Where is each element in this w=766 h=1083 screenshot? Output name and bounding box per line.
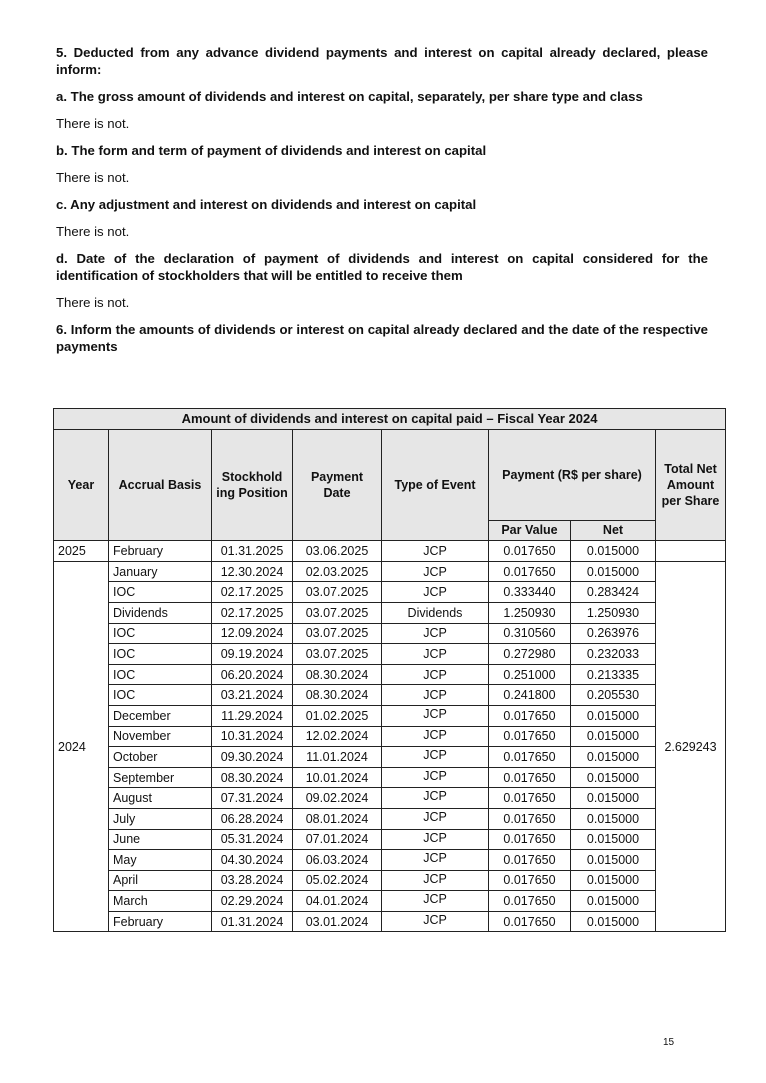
year-cell: 2024 bbox=[54, 561, 109, 932]
net-cell: 0.015000 bbox=[571, 561, 656, 582]
net-cell: 0.205530 bbox=[571, 685, 656, 706]
position-cell: 03.21.2024 bbox=[212, 685, 293, 706]
year-cell: 2025 bbox=[54, 541, 109, 562]
net-cell: 0.283424 bbox=[571, 582, 656, 603]
net-cell: 0.015000 bbox=[571, 850, 656, 871]
net-cell: 0.015000 bbox=[571, 767, 656, 788]
accrual-cell: January bbox=[109, 561, 212, 582]
net-cell: 0.015000 bbox=[571, 808, 656, 829]
table-row bbox=[54, 788, 726, 809]
table-row bbox=[54, 705, 726, 726]
table-row bbox=[54, 850, 726, 871]
payment-date-cell: 03.07.2025 bbox=[293, 602, 382, 623]
position-cell: 06.20.2024 bbox=[212, 664, 293, 685]
question-a: a. The gross amount of dividends and interest on capital, separately, per share type and class bbox=[56, 89, 643, 104]
header-payment: Payment (R$ per share) bbox=[489, 429, 656, 520]
payment-date-cell: 06.03.2024 bbox=[293, 850, 382, 871]
par-value-cell: 0.017650 bbox=[489, 891, 571, 912]
accrual-cell: IOC bbox=[109, 582, 212, 603]
par-value-cell: 0.251000 bbox=[489, 664, 571, 685]
payment-date-cell: 03.07.2025 bbox=[293, 644, 382, 665]
net-cell: 0.015000 bbox=[571, 747, 656, 768]
table-row bbox=[54, 911, 726, 932]
accrual-cell: July bbox=[109, 808, 212, 829]
accrual-cell: March bbox=[109, 891, 212, 912]
header-type-of-event: Type of Event bbox=[382, 429, 489, 541]
payment-date-cell: 08.30.2024 bbox=[293, 664, 382, 685]
accrual-cell: February bbox=[109, 911, 212, 932]
header-accrual-basis: Accrual Basis bbox=[109, 429, 212, 541]
header-total-net: Total Net Amount per Share bbox=[656, 429, 726, 541]
par-value-cell: 0.241800 bbox=[489, 685, 571, 706]
payment-date-cell: 09.02.2024 bbox=[293, 788, 382, 809]
table-row bbox=[54, 582, 726, 603]
payment-date-cell: 03.01.2024 bbox=[293, 911, 382, 932]
header-stockholding-position: Stockhold ing Position bbox=[212, 429, 293, 541]
par-value-cell: 0.017650 bbox=[489, 747, 571, 768]
type-cell: JCP bbox=[382, 726, 489, 747]
table-row bbox=[54, 808, 726, 829]
net-cell: 0.232033 bbox=[571, 644, 656, 665]
position-cell: 09.19.2024 bbox=[212, 644, 293, 665]
question-d: d. Date of the declaration of payment of dividends and interest on capital considered for the identification of stockholders that will be entitled to receive them bbox=[56, 251, 708, 283]
position-cell: 12.30.2024 bbox=[212, 561, 293, 582]
type-cell: JCP bbox=[382, 891, 489, 912]
type-cell: JCP bbox=[382, 582, 489, 603]
table-row bbox=[54, 726, 726, 747]
page-number: 15 bbox=[663, 1037, 675, 1048]
table-row bbox=[54, 685, 726, 706]
net-cell: 0.015000 bbox=[571, 541, 656, 562]
type-cell: JCP bbox=[382, 850, 489, 871]
answer-a: There is not. bbox=[56, 116, 130, 131]
table-row bbox=[54, 747, 726, 768]
par-value-cell: 0.017650 bbox=[489, 788, 571, 809]
net-cell: 0.015000 bbox=[571, 911, 656, 932]
type-cell: JCP bbox=[382, 747, 489, 768]
position-cell: 12.09.2024 bbox=[212, 623, 293, 644]
total-cell: 2.629243 bbox=[656, 561, 726, 932]
position-cell: 05.31.2024 bbox=[212, 829, 293, 850]
table-row bbox=[54, 829, 726, 850]
par-value-cell: 0.017650 bbox=[489, 911, 571, 932]
payment-date-cell: 07.01.2024 bbox=[293, 829, 382, 850]
position-cell: 04.30.2024 bbox=[212, 850, 293, 871]
table-row bbox=[54, 767, 726, 788]
dividends-table bbox=[53, 408, 726, 932]
par-value-cell: 0.017650 bbox=[489, 870, 571, 891]
position-cell: 01.31.2025 bbox=[212, 541, 293, 562]
position-cell: 02.17.2025 bbox=[212, 602, 293, 623]
accrual-cell: IOC bbox=[109, 664, 212, 685]
par-value-cell: 0.017650 bbox=[489, 541, 571, 562]
type-cell: JCP bbox=[382, 870, 489, 891]
par-value-cell: 0.017650 bbox=[489, 561, 571, 582]
table-row bbox=[54, 870, 726, 891]
payment-date-cell: 08.01.2024 bbox=[293, 808, 382, 829]
answer-c: There is not. bbox=[56, 224, 130, 239]
payment-date-cell: 12.02.2024 bbox=[293, 726, 382, 747]
accrual-cell: IOC bbox=[109, 685, 212, 706]
type-cell: JCP bbox=[382, 911, 489, 932]
par-value-cell: 0.272980 bbox=[489, 644, 571, 665]
payment-date-cell: 03.07.2025 bbox=[293, 623, 382, 644]
position-cell: 11.29.2024 bbox=[212, 705, 293, 726]
position-cell: 08.30.2024 bbox=[212, 767, 293, 788]
net-cell: 0.213335 bbox=[571, 664, 656, 685]
payment-date-cell: 03.07.2025 bbox=[293, 582, 382, 603]
net-cell: 0.015000 bbox=[571, 788, 656, 809]
net-cell: 0.015000 bbox=[571, 705, 656, 726]
answer-d: There is not. bbox=[56, 295, 130, 310]
section5-heading: 5. Deducted from any advance dividend payments and interest on capital already declared, please inform: bbox=[56, 45, 708, 77]
payment-date-cell: 01.02.2025 bbox=[293, 705, 382, 726]
table-row bbox=[54, 561, 726, 582]
par-value-cell: 0.333440 bbox=[489, 582, 571, 603]
header-year: Year bbox=[54, 429, 109, 541]
par-value-cell: 0.017650 bbox=[489, 808, 571, 829]
table-row bbox=[54, 891, 726, 912]
header-payment-date: Payment Date bbox=[293, 429, 382, 541]
type-cell: JCP bbox=[382, 664, 489, 685]
table-title: Amount of dividends and interest on capital paid – Fiscal Year 2024 bbox=[54, 409, 726, 430]
type-cell: JCP bbox=[382, 623, 489, 644]
position-cell: 02.17.2025 bbox=[212, 582, 293, 603]
par-value-cell: 0.017650 bbox=[489, 850, 571, 871]
accrual-cell: November bbox=[109, 726, 212, 747]
header-net: Net bbox=[571, 520, 656, 541]
payment-date-cell: 05.02.2024 bbox=[293, 870, 382, 891]
position-cell: 03.28.2024 bbox=[212, 870, 293, 891]
net-cell: 0.015000 bbox=[571, 891, 656, 912]
accrual-cell: August bbox=[109, 788, 212, 809]
net-cell: 1.250930 bbox=[571, 602, 656, 623]
type-cell: JCP bbox=[382, 644, 489, 665]
accrual-cell: September bbox=[109, 767, 212, 788]
net-cell: 0.015000 bbox=[571, 829, 656, 850]
section6-heading: 6. Inform the amounts of dividends or interest on capital already declared and the date of the respective payments bbox=[56, 322, 708, 354]
accrual-cell: May bbox=[109, 850, 212, 871]
accrual-cell: June bbox=[109, 829, 212, 850]
question-b: b. The form and term of payment of dividends and interest on capital bbox=[56, 143, 487, 158]
par-value-cell: 0.017650 bbox=[489, 829, 571, 850]
position-cell: 10.31.2024 bbox=[212, 726, 293, 747]
net-cell: 0.015000 bbox=[571, 870, 656, 891]
payment-date-cell: 08.30.2024 bbox=[293, 685, 382, 706]
accrual-cell: IOC bbox=[109, 623, 212, 644]
par-value-cell: 0.017650 bbox=[489, 767, 571, 788]
type-cell: JCP bbox=[382, 767, 489, 788]
type-cell: JCP bbox=[382, 561, 489, 582]
table-row bbox=[54, 541, 726, 562]
position-cell: 09.30.2024 bbox=[212, 747, 293, 768]
par-value-cell: 0.017650 bbox=[489, 726, 571, 747]
total-cell bbox=[656, 541, 726, 562]
header-par-value: Par Value bbox=[489, 520, 571, 541]
type-cell: Dividends bbox=[382, 602, 489, 623]
type-cell: JCP bbox=[382, 705, 489, 726]
payment-date-cell: 04.01.2024 bbox=[293, 891, 382, 912]
document-body bbox=[56, 44, 708, 355]
type-cell: JCP bbox=[382, 808, 489, 829]
accrual-cell: December bbox=[109, 705, 212, 726]
net-cell: 0.015000 bbox=[571, 726, 656, 747]
type-cell: JCP bbox=[382, 788, 489, 809]
accrual-cell: April bbox=[109, 870, 212, 891]
payment-date-cell: 10.01.2024 bbox=[293, 767, 382, 788]
payment-date-cell: 03.06.2025 bbox=[293, 541, 382, 562]
accrual-cell: IOC bbox=[109, 644, 212, 665]
table-row bbox=[54, 623, 726, 644]
accrual-cell: February bbox=[109, 541, 212, 562]
position-cell: 02.29.2024 bbox=[212, 891, 293, 912]
net-cell: 0.263976 bbox=[571, 623, 656, 644]
par-value-cell: 1.250930 bbox=[489, 602, 571, 623]
answer-b: There is not. bbox=[56, 170, 130, 185]
type-cell: JCP bbox=[382, 829, 489, 850]
type-cell: JCP bbox=[382, 541, 489, 562]
table-row bbox=[54, 644, 726, 665]
table-row bbox=[54, 602, 726, 623]
question-c: c. Any adjustment and interest on dividends and interest on capital bbox=[56, 197, 477, 212]
position-cell: 07.31.2024 bbox=[212, 788, 293, 809]
accrual-cell: October bbox=[109, 747, 212, 768]
par-value-cell: 0.310560 bbox=[489, 623, 571, 644]
par-value-cell: 0.017650 bbox=[489, 705, 571, 726]
position-cell: 01.31.2024 bbox=[212, 911, 293, 932]
table-row bbox=[54, 664, 726, 685]
type-cell: JCP bbox=[382, 685, 489, 706]
accrual-cell: Dividends bbox=[109, 602, 212, 623]
payment-date-cell: 11.01.2024 bbox=[293, 747, 382, 768]
position-cell: 06.28.2024 bbox=[212, 808, 293, 829]
payment-date-cell: 02.03.2025 bbox=[293, 561, 382, 582]
